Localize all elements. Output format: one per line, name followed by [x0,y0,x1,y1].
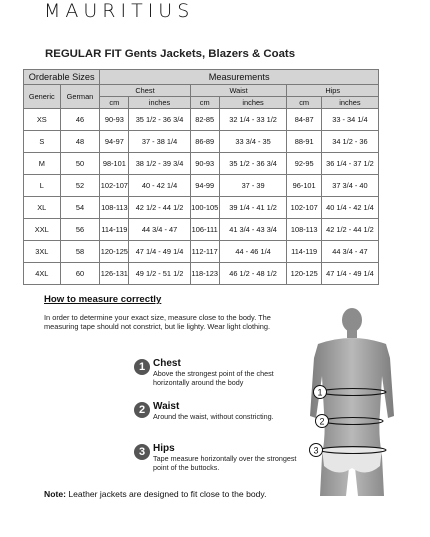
waist-cm-header: cm [190,97,219,109]
step-title: Chest [153,358,181,369]
note-text [44,489,266,499]
cell-chest-in: 40 - 42 1/4 [129,175,190,197]
cell-chest-in: 44 3/4 - 47 [129,219,190,241]
cell-hips-in: 33 - 34 1/4 [321,109,378,131]
cell-german: 58 [60,241,100,263]
table-row [24,241,379,263]
cell-chest-in: 37 - 38 1/4 [129,131,190,153]
cell-hips-cm: 114-119 [287,241,321,263]
cell-chest-cm: 108-113 [100,197,129,219]
cell-german: 52 [60,175,100,197]
cell-chest-cm: 102-107 [100,175,129,197]
cell-generic: XL [24,197,61,219]
cell-waist-cm: 90-93 [190,153,219,175]
chest-cm-header: cm [100,97,129,109]
cell-german: 48 [60,131,100,153]
table-row [24,263,379,285]
table-row [24,109,379,131]
cell-waist-in: 37 - 39 [219,175,287,197]
cell-hips-in: 47 1/4 - 49 1/4 [321,263,378,285]
cell-waist-in: 33 3/4 - 35 [219,131,287,153]
cell-generic: L [24,175,61,197]
cell-waist-cm: 94-99 [190,175,219,197]
step-title: Waist [153,401,180,412]
cell-hips-in: 42 1/2 - 44 1/2 [321,219,378,241]
chest-header: Chest [100,85,190,97]
table-header-row [24,70,379,85]
cell-generic: 3XL [24,241,61,263]
cell-waist-in: 46 1/2 - 48 1/2 [219,263,287,285]
cell-waist-cm: 100-105 [190,197,219,219]
cell-hips-in: 34 1/2 - 36 [321,131,378,153]
chest-marker-label: 1 [317,387,323,398]
cell-chest-cm: 94-97 [100,131,129,153]
cell-hips-cm: 108-113 [287,219,321,241]
cell-hips-in: 40 1/4 - 42 1/4 [321,197,378,219]
cell-generic: 4XL [24,263,61,285]
cell-chest-cm: 126-131 [100,263,129,285]
cell-hips-cm: 120-125 [287,263,321,285]
cell-german: 50 [60,153,100,175]
table-row [24,153,379,175]
cell-hips-cm: 96-101 [287,175,321,197]
cell-chest-in: 35 1/2 - 36 3/4 [129,109,190,131]
cell-chest-in: 38 1/2 - 39 3/4 [129,153,190,175]
cell-waist-cm: 112-117 [190,241,219,263]
brand-logo: MAURITIUS [44,0,195,22]
cell-hips-cm: 88-91 [287,131,321,153]
cell-chest-cm: 114-119 [100,219,129,241]
how-to-measure-title: How to measure correctly [44,294,162,305]
body-silhouette [310,308,394,496]
cell-waist-in: 39 1/4 - 41 1/2 [219,197,287,219]
cell-chest-in: 42 1/2 - 44 1/2 [129,197,190,219]
waist-inches-header: inches [219,97,287,109]
cell-waist-in: 35 1/2 - 36 3/4 [219,153,287,175]
chest-inches-header: inches [129,97,190,109]
body-measurement-figure [296,306,406,496]
generic-header: Generic [24,85,61,109]
how-to-measure-text: In order to determine your exact size, measure close to the body. The measuring tape should not constrict, but lie lighty. Wear light clothing. [44,313,271,332]
cell-generic: XS [24,109,61,131]
cell-chest-in: 47 1/4 - 49 1/4 [129,241,190,263]
cell-generic: XXL [24,219,61,241]
hips-marker-label: 3 [313,445,319,456]
step-number-badge: 3 [134,444,150,460]
step-description: Around the waist, without constricting. [153,412,274,421]
cell-hips-cm: 92-95 [287,153,321,175]
waist-marker-label: 2 [319,416,325,427]
cell-hips-in: 36 1/4 - 37 1/2 [321,153,378,175]
cell-hips-in: 44 3/4 - 47 [321,241,378,263]
cell-chest-in: 49 1/2 - 51 1/2 [129,263,190,285]
table-row [24,219,379,241]
cell-generic: M [24,153,61,175]
cell-waist-cm: 118-123 [190,263,219,285]
german-header: German [60,85,100,109]
step-description: Above the strongest point of the chest horizontally around the body [153,369,274,387]
table-row [24,197,379,219]
cell-hips-cm: 102-107 [287,197,321,219]
note-body: Leather jackets are designed to fit close to the body. [65,489,267,499]
cell-waist-cm: 86-89 [190,131,219,153]
step-description: Tape measure horizontally over the strongest point of the buttocks. [153,454,297,472]
cell-chest-cm: 90-93 [100,109,129,131]
step-number-badge: 2 [134,402,150,418]
cell-hips-in: 37 3/4 - 40 [321,175,378,197]
table-row [24,175,379,197]
cell-waist-in: 32 1/4 - 33 1/2 [219,109,287,131]
cell-chest-cm: 98-101 [100,153,129,175]
waist-header: Waist [190,85,287,97]
note-label: Note: [44,489,66,499]
cell-hips-cm: 84-87 [287,109,321,131]
page-title: REGULAR FIT Gents Jackets, Blazers & Coats [45,48,296,60]
cell-generic: S [24,131,61,153]
cell-waist-in: 41 3/4 - 43 3/4 [219,219,287,241]
cell-waist-cm: 106-111 [190,219,219,241]
step-title: Hips [153,443,175,454]
hips-cm-header: cm [287,97,321,109]
table-row [24,131,379,153]
table-subheader-row [24,85,379,97]
orderable-sizes-header: Orderable Sizes [24,70,100,85]
cell-german: 54 [60,197,100,219]
step-number-badge: 1 [134,359,150,375]
cell-german: 46 [60,109,100,131]
measurements-header: Measurements [100,70,379,85]
hips-inches-header: inches [321,97,378,109]
cell-german: 60 [60,263,100,285]
cell-waist-cm: 82-85 [190,109,219,131]
size-chart-table [23,69,379,285]
cell-chest-cm: 120-125 [100,241,129,263]
cell-waist-in: 44 - 46 1/4 [219,241,287,263]
hips-header: Hips [287,85,379,97]
cell-german: 56 [60,219,100,241]
